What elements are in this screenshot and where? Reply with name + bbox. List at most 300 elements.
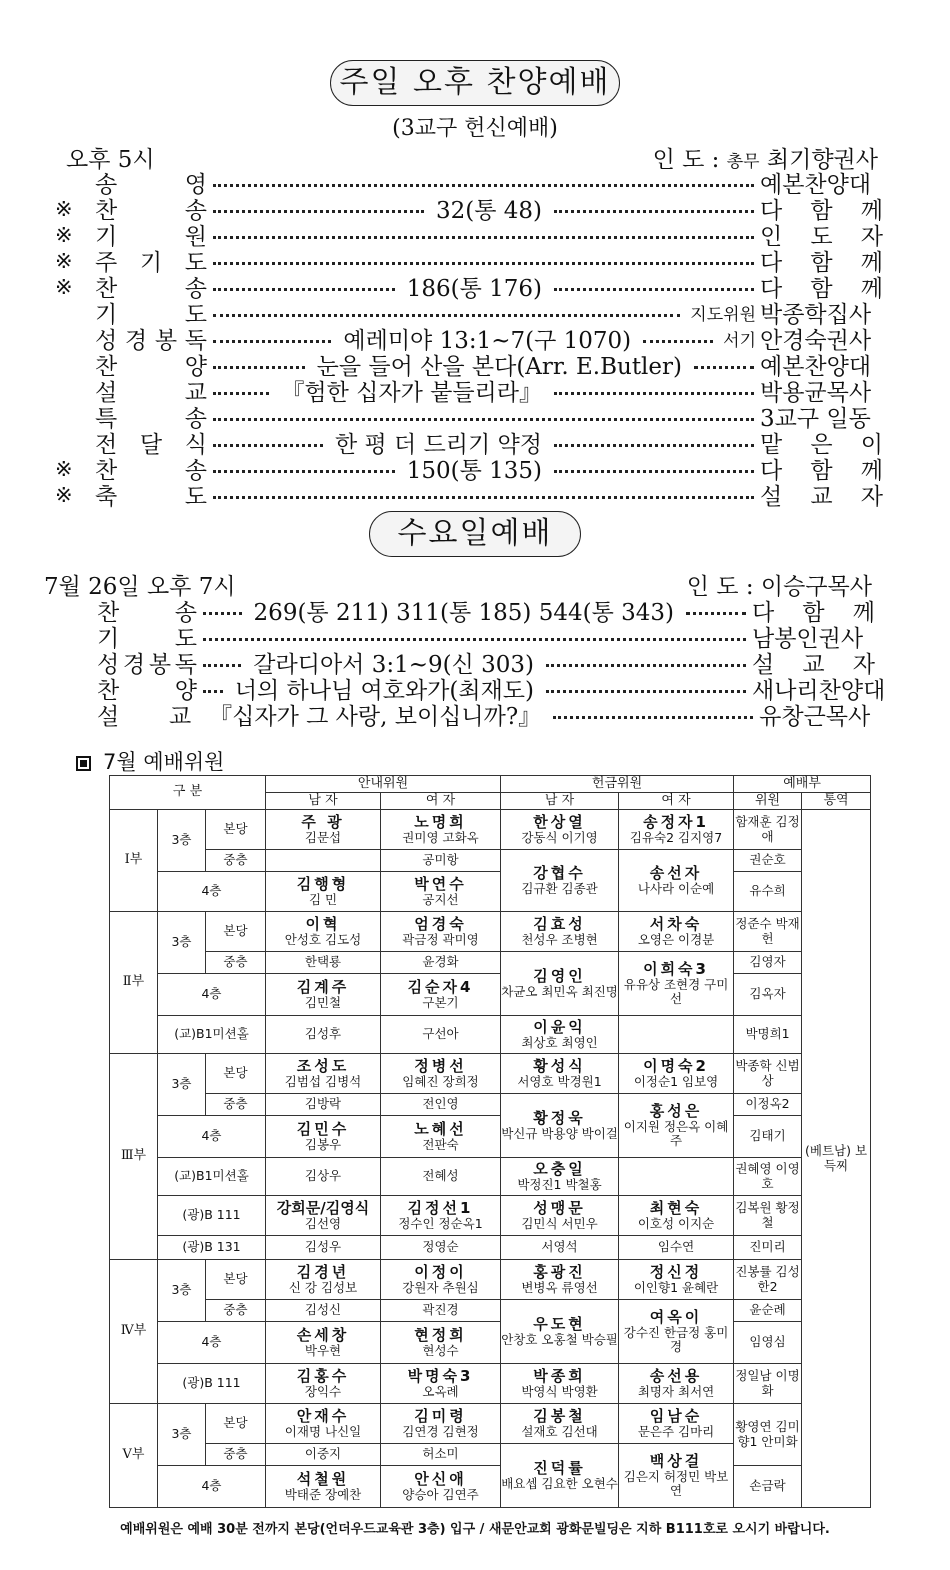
sunday-item-label: 기 도 (95, 302, 207, 328)
p2-b1-row (110, 1016, 871, 1054)
roster-cell: 주 광 (301, 812, 345, 831)
roster-cell: 강수진 한금정 홍미경 (623, 1324, 729, 1355)
roster-cell: 설재호 김선대 (521, 1423, 598, 1439)
roster-cell: 권순호 (734, 850, 802, 872)
sunday-person: 다 함 께 (760, 276, 883, 302)
roster-cell: 3층 (158, 912, 206, 974)
roster-cell: 7월 예배위원 (103, 750, 225, 774)
roster-table (109, 775, 871, 1508)
p4-main-row (110, 1260, 871, 1300)
roster-cell (381, 1466, 501, 1508)
roster-cell: 본당 (206, 912, 266, 952)
roster-cell: 최명자 최서연 (637, 1383, 715, 1399)
roster-cell (266, 1054, 381, 1094)
leader-role: 총무 (726, 152, 760, 172)
header-offering-male: 남 자 (501, 793, 619, 810)
leader-dots (213, 262, 754, 265)
roster-cell: 김태기 (734, 1116, 802, 1158)
roster-cell: 안창호 오홍철 박승필 (501, 1331, 618, 1347)
roster-cell (619, 850, 734, 912)
wednesday-person: 설 교 자 (752, 652, 875, 678)
leader-dots (203, 690, 223, 693)
roster-cell: 김규환 김종관 (521, 880, 598, 896)
roster-cell: 중층 (206, 1094, 266, 1116)
roster-cell: 이희숙3 (643, 959, 709, 978)
roster-cell: 송선자 (649, 863, 703, 882)
roster-cell: 김문섭 (304, 829, 342, 845)
roster-cell: 김성신 (266, 1300, 381, 1322)
roster-cell: 박정진1 박철홍 (517, 1176, 602, 1192)
roster-cell (266, 850, 381, 872)
standing-mark: ※ (55, 196, 73, 221)
roster-cell: 본당 (206, 1404, 266, 1444)
roster-cell: 김홍수 (296, 1366, 350, 1385)
roster-cell (501, 810, 619, 850)
roster-cell: 박태준 장예찬 (284, 1486, 362, 1502)
roster-cell (266, 1466, 381, 1508)
sunday-note: 서기 (723, 331, 756, 351)
roster-cell: 노혜선 (414, 1119, 467, 1138)
roster-cell: 임수연 (619, 1236, 734, 1260)
sunday-content: 150(통 135) (406, 458, 542, 484)
p3-b111-row (110, 1196, 871, 1236)
roster-cell: 진덕률 (533, 1458, 586, 1477)
part-5-label: Ⅴ부 (110, 1404, 158, 1508)
roster-cell: 이중지 (266, 1444, 381, 1466)
roster-cell: 정일남 이명화 (734, 1364, 802, 1404)
roster-cell: 김행형 (296, 874, 350, 893)
roster-cell (266, 1404, 381, 1444)
roster-cell: 중층 (206, 952, 266, 974)
roster-cell (501, 1054, 619, 1094)
leader-dots (213, 236, 754, 239)
roster-cell (381, 1260, 501, 1300)
sunday-content: 32(통 48) (435, 198, 542, 224)
roster-cell: 김민수 (296, 1119, 350, 1138)
roster-cell: 김민식 서민우 (521, 1215, 598, 1231)
roster-cell: 박연수 (414, 874, 467, 893)
standing-mark: ※ (55, 274, 73, 299)
roster-cell: 이인향1 윤혜란 (633, 1279, 719, 1295)
roster-cell: 함재훈 김정애 (734, 810, 802, 850)
sunday-person: 다 함 께 (760, 250, 883, 276)
location-b111: (광)B 111 (158, 1196, 266, 1236)
roster-cell: 전인영 (381, 1094, 501, 1116)
sunday-item-label: 찬 송 (95, 276, 207, 302)
roster-cell: 임혜진 장희정 (402, 1073, 479, 1089)
roster-cell: 안신애 (414, 1469, 467, 1488)
header-row-1 (110, 776, 871, 793)
roster-cell (501, 1300, 619, 1364)
sunday-person: 설 교 자 (760, 484, 883, 510)
wednesday-item-label: 기 도 (97, 626, 197, 652)
roster-cell: 정수인 정순옥1 (398, 1215, 483, 1231)
roster-cell: 4층 (158, 1322, 266, 1364)
roster-cell: 송선용 (649, 1366, 703, 1385)
roster-cell (266, 1260, 381, 1300)
roster-cell: 곽금정 곽미영 (402, 931, 479, 947)
roster-cell (266, 1364, 381, 1404)
roster-cell: 정병선 (414, 1056, 467, 1075)
roster-cell: 황성식 (533, 1056, 586, 1075)
part-1-label: Ⅰ부 (110, 810, 158, 912)
roster-cell: 김경년 (296, 1262, 350, 1281)
roster-cell: 박명희1 (734, 1016, 802, 1054)
roster-cell: 김연경 김현정 (402, 1423, 479, 1439)
wednesday-title: 수요일예배 (369, 511, 581, 557)
roster-cell (619, 1260, 734, 1300)
p1-4f-row (110, 872, 871, 912)
roster-cell (381, 974, 501, 1016)
sunday-item-label: 찬 송 (95, 458, 207, 484)
roster-cell: 노명희 (414, 812, 467, 831)
roster-cell (619, 1404, 734, 1444)
roster-cell: 이재명 나신일 (284, 1423, 362, 1439)
leader-dots (554, 392, 754, 395)
roster-cell: 허소미 (381, 1444, 501, 1466)
wednesday-item-label: 성 경 봉 독 (97, 652, 197, 678)
roster-cell: 홍성은 (649, 1101, 703, 1120)
roster-cell (266, 1322, 381, 1364)
location-3f: 3층 (158, 810, 206, 872)
roster-cell: 정신정 (649, 1262, 703, 1281)
roster-cell: 현정희 (414, 1325, 467, 1344)
p1-main-row (110, 810, 871, 850)
p3-b1-row (110, 1158, 871, 1196)
roster-cell: 김민철 (304, 994, 342, 1010)
roster-cell (501, 1364, 619, 1404)
header-usher: 안내위원 (266, 776, 501, 793)
leader-dots (213, 210, 424, 213)
roster-cell: 홍광진 (533, 1262, 586, 1281)
p5-4f-row (110, 1466, 871, 1508)
sunday-item-label: 송 영 (95, 172, 207, 198)
roster-cell: 김 민 (308, 891, 338, 907)
roster-cell: 조성도 (296, 1056, 350, 1075)
roster-cell: 서차숙 (649, 914, 703, 933)
sunday-item-label: 축 도 (95, 484, 207, 510)
roster-cell (619, 1094, 734, 1158)
sunday-content: 186(통 176) (406, 276, 542, 302)
roster-cell: 나사라 이순예 (637, 880, 715, 896)
p2-main-row (110, 912, 871, 952)
roster-cell: 손금락 (734, 1466, 802, 1508)
roster-cell: 석철원 (296, 1469, 350, 1488)
roster-cell: 강희문/김영식 (276, 1198, 370, 1217)
leader-dots (203, 638, 746, 641)
roster-cell (619, 1444, 734, 1508)
roster-cell: 송정자1 (643, 812, 709, 831)
roster-cell (381, 872, 501, 912)
roster-cell: 김성후 (266, 1016, 381, 1054)
sunday-title: 주일 오후 찬양예배 (330, 60, 620, 106)
leader-dots (554, 470, 754, 473)
roster-cell (266, 1116, 381, 1158)
roster-cell: 강동식 이기영 (521, 829, 598, 845)
roster-cell: 정영순 (381, 1236, 501, 1260)
roster-cell: 김미령 (414, 1406, 467, 1425)
roster-cell: 김옥자 (734, 974, 802, 1016)
leader-dots (203, 664, 241, 667)
standing-mark: ※ (55, 222, 73, 247)
wednesday-leader-label: 인 도 : (686, 574, 754, 600)
roster-cell: 이정이 (414, 1262, 467, 1281)
roster-cell (619, 810, 734, 850)
roster-cell: 배요셉 김요한 오현수 (501, 1475, 618, 1491)
roster-cell (501, 850, 619, 912)
roster-cell (619, 1158, 734, 1196)
roster-cell: 전판숙 (422, 1136, 459, 1152)
translation-cell (802, 810, 871, 1508)
p2-4f-row (110, 974, 871, 1016)
roster-cell (501, 1196, 619, 1236)
sunday-row (55, 481, 883, 508)
header-offering: 헌금위원 (501, 776, 734, 793)
location-b131: (광)B 131 (158, 1236, 266, 1260)
roster-cell (381, 1116, 501, 1158)
sunday-item-label: 찬 송 (95, 198, 207, 224)
roster-cell: 유수희 (734, 872, 802, 912)
roster-cell: 김상우 (266, 1158, 381, 1196)
roster-cell: 임영심 (734, 1322, 802, 1364)
wednesday-person: 새나리찬양대 (752, 678, 886, 704)
roster-cell (266, 974, 381, 1016)
wednesday-content: 『십자가 그 사랑, 보이십니까?』 (209, 704, 542, 730)
sunday-person: 예본찬양대 (760, 354, 872, 380)
sunday-item-label: 주 기 도 (95, 250, 207, 276)
roster-cell: 서영호 박경원1 (517, 1073, 602, 1089)
wednesday-content: 갈라디아서 3:1~9(신 303) (253, 652, 534, 678)
wednesday-person: 유창근목사 (759, 704, 871, 730)
roster-cell (619, 1300, 734, 1364)
sunday-item-label: 찬 양 (95, 354, 207, 380)
sunday-time: 오후 5시 (66, 147, 155, 173)
roster-cell: 권혜영 이영호 (734, 1158, 802, 1196)
roster-cell: 오영은 이경분 (637, 931, 715, 947)
roster-cell: 성맹문 (533, 1198, 586, 1217)
p3-main-row (110, 1054, 871, 1094)
roster-cell (501, 1444, 619, 1508)
wednesday-time: 7월 26일 오후 7시 (44, 574, 236, 600)
roster-cell: (광)B 111 (158, 1364, 266, 1404)
wednesday-item-label: 찬 송 (97, 600, 197, 626)
leader-dots (213, 340, 331, 343)
roster-cell: 정준수 박재헌 (734, 912, 802, 952)
roster-cell: 김선영 (304, 1215, 342, 1231)
leader-dots (213, 184, 754, 187)
leader-dots (213, 470, 395, 473)
roster-cell (381, 912, 501, 952)
wednesday-person: 남봉인권사 (752, 626, 864, 652)
roster-cell: 윤순례 (734, 1300, 802, 1322)
roster-cell: 여옥이 (649, 1307, 703, 1326)
roster-cell: 양승아 김연주 (402, 1486, 479, 1502)
roster-cell: 본당 (206, 1054, 266, 1094)
location-4f: 4층 (158, 872, 266, 912)
roster-cell: 이호성 이지순 (637, 1215, 715, 1231)
roster-cell: 황영연 김미향1 안미화 (734, 1404, 802, 1466)
p1-mezz-row (110, 850, 871, 872)
roster-cell: 진미리 (734, 1236, 802, 1260)
leader-dots (213, 418, 754, 421)
roster-cell: 우도현 (533, 1314, 586, 1333)
roster-cell: 박종학 신범상 (734, 1054, 802, 1094)
sunday-content: 『험한 십자가 붙들리라』 (281, 380, 542, 406)
sunday-person: 안경숙권사 (760, 328, 872, 354)
leader-dots (643, 340, 713, 343)
sunday-person: 다 함 께 (760, 458, 883, 484)
roster-cell: 김성우 (266, 1236, 381, 1260)
roster-cell: 김순자4 (407, 977, 474, 996)
sunday-person: 박용균목사 (760, 380, 872, 406)
part-3-label: Ⅲ부 (110, 1054, 158, 1260)
roster-cell: (베트남) 보득찌 (805, 1143, 868, 1173)
roster-cell: 현성수 (422, 1342, 459, 1358)
roster-cell: 권미영 고화옥 (402, 829, 479, 845)
roster-cell: 안재수 (296, 1406, 350, 1425)
sunday-note: 지도위원 (690, 305, 756, 325)
leader-dots (213, 392, 269, 395)
roster-cell: 3층 (158, 1260, 206, 1322)
p3-mezz-row (110, 1094, 871, 1116)
roster-cell: 윤경화 (381, 952, 501, 974)
roster-cell: 문은주 김마리 (637, 1423, 715, 1439)
roster-cell: 이정순1 임보영 (633, 1073, 719, 1089)
roster-cell: 공미항 (381, 850, 501, 872)
roster-cell (501, 912, 619, 952)
leader-dots (546, 690, 746, 693)
header-worship-member: 위원 (734, 793, 802, 810)
sunday-person: 다 함 께 (760, 198, 883, 224)
roster-cell: 차균오 최민옥 최진명 (501, 983, 618, 999)
roster-cell (619, 1016, 734, 1054)
roster-cell: 김효성 (533, 914, 586, 933)
roster-cell: 공지선 (422, 891, 459, 907)
p3-4f-row (110, 1116, 871, 1158)
roster-cell: 박종희 (533, 1366, 586, 1385)
leader-dots (213, 288, 395, 291)
roster-cell (619, 1196, 734, 1236)
p2-mezz-row (110, 952, 871, 974)
header-translation: 통역 (802, 793, 871, 810)
roster-cell (501, 952, 619, 1016)
roster-cell (619, 1054, 734, 1094)
roster-cell: 이지원 정은옥 이혜주 (623, 1118, 729, 1149)
sunday-item-label: 설 교 (95, 380, 207, 406)
leader-dots (203, 612, 242, 615)
roster-cell: 오충일 (533, 1159, 586, 1178)
roster-cell (381, 810, 501, 850)
sunday-item-label: 특 송 (95, 406, 207, 432)
roster-cell: 이윤익 (533, 1017, 586, 1036)
sunday-person: 3교구 일동 (760, 406, 871, 432)
header-category: 구 분 (110, 776, 266, 810)
roster-cell (619, 1364, 734, 1404)
roster-cell: 오옥례 (422, 1383, 459, 1399)
roster-cell (501, 1404, 619, 1444)
sunday-item-label: 전 달 식 (95, 432, 207, 458)
roster-cell: 4층 (158, 974, 266, 1016)
roster-cell: 본당 (206, 1260, 266, 1300)
roster-cell: 엄경숙 (414, 914, 467, 933)
roster-cell: 이정옥2 (734, 1094, 802, 1116)
roster-section-title (76, 746, 224, 776)
roster-cell (266, 912, 381, 952)
leader-dots (694, 366, 754, 369)
p3-b131-row (110, 1236, 871, 1260)
sunday-content: 예레미야 13:1~7(구 1070) (343, 328, 632, 354)
location-b1-mission-hall: (교)B1미션홀 (158, 1016, 266, 1054)
roster-cell: 한택룡 (266, 952, 381, 974)
location-mezzanine: 중층 (206, 850, 266, 872)
p5-main-row (110, 1404, 871, 1444)
roster-cell (266, 810, 381, 850)
roster-cell: 김영인 (533, 966, 586, 985)
roster-cell: 신 강 김성보 (288, 1279, 358, 1295)
roster-cell: 변병옥 류영선 (521, 1279, 598, 1295)
sunday-content: 눈을 들어 산을 본다(Arr. E.Butler) (316, 354, 682, 380)
square-bullet-icon (76, 756, 91, 771)
sunday-item-label: 기 원 (95, 224, 207, 250)
leader-dots (213, 444, 323, 447)
sunday-subtitle: (3교구 헌신예배) (392, 116, 558, 141)
sunday-person: 인 도 자 (760, 224, 883, 250)
roster-cell: 김봉우 (304, 1136, 342, 1152)
roster-cell (266, 1196, 381, 1236)
roster-cell: 최현숙 (649, 1198, 703, 1217)
roster-cell: (교)B1미션홀 (158, 1158, 266, 1196)
leader-dots (686, 612, 746, 615)
leader-name: 최기향권사 (766, 147, 878, 173)
wednesday-content: 너의 하나님 여호와가(최재도) (234, 678, 534, 704)
part-4-label: Ⅳ부 (110, 1260, 158, 1404)
header-usher-male: 남 자 (266, 793, 381, 810)
roster-cell: 김영자 (734, 952, 802, 974)
sunday-person: 박종학집사 (760, 302, 872, 328)
roster-cell: 강협수 (533, 863, 586, 882)
roster-cell: 서영석 (501, 1236, 619, 1260)
roster-cell (381, 1322, 501, 1364)
roster-cell (501, 1094, 619, 1158)
roster-cell: 유유상 조현경 구미선 (623, 976, 729, 1007)
roster-cell: 강원자 추원심 (402, 1279, 479, 1295)
p4-mezz-row (110, 1300, 871, 1322)
roster-cell (381, 1054, 501, 1094)
roster-cell: 3층 (158, 1054, 206, 1116)
roster-cell: 전혜성 (381, 1158, 501, 1196)
leader-dots (553, 716, 753, 719)
header-usher-female: 여 자 (381, 793, 501, 810)
roster-cell: 구본기 (422, 994, 459, 1010)
roster-cell: 3층 (158, 1404, 206, 1466)
roster-cell: 김정선1 (407, 1198, 474, 1217)
roster-cell: 황정욱 (533, 1108, 586, 1127)
wednesday-content: 269(통 211) 311(통 185) 544(통 343) (253, 600, 674, 626)
roster-cell (619, 952, 734, 1016)
leader-label: 인 도 : (652, 147, 720, 173)
roster-cell: 곽진경 (381, 1300, 501, 1322)
roster-cell: 장익수 (304, 1383, 342, 1399)
roster-cell (381, 1364, 501, 1404)
roster-cell: 백상걸 (649, 1451, 703, 1470)
roster-cell: 중층 (206, 1444, 266, 1466)
leader-dots (546, 664, 746, 667)
roster-cell: 구선아 (381, 1016, 501, 1054)
roster-cell: 4층 (158, 1116, 266, 1158)
roster-cell (501, 1016, 619, 1054)
roster-cell: 안성호 김도성 (284, 931, 362, 947)
leader-dots (554, 210, 754, 213)
